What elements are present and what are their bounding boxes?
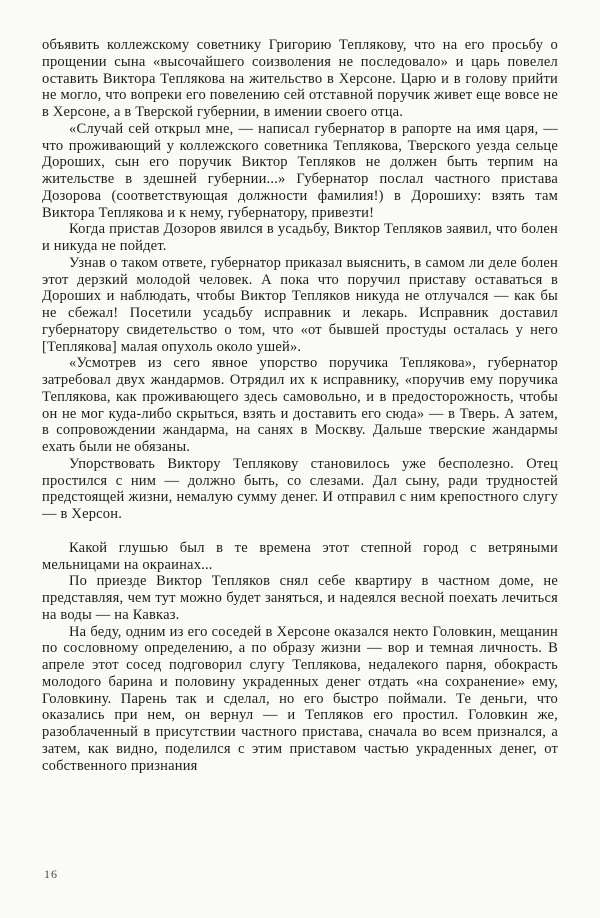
page-number: 16 [44, 867, 58, 881]
paragraph: Узнав о таком ответе, губернатор приказал выяснить, в самом ли деле болен этот дерзкий молодой человек. А пока что поручил приставу оставаться в Дороших и наблюдать, чтобы Виктор Тепляков никуда не отлучался — как бы не сбежал! Посетили усадьбу исправник и лекарь. Исправник доставил губернатору свидетельство о том, что «от бывшей простуды осталась у него [Теплякова] малая опухоль около ушей». [42, 254, 558, 355]
paragraph: «Усмотрев из сего явное упорство поручика Теплякова», губернатор затребовал двух жандармов. Отрядил их к исправнику, «поручив ему поручика Теплякова, как проживающего здесь самовольно, и в предосторожность, чтобы он не мог куда-либо скрыться, взять и доставить его сюда» — в Тверь. А затем, в сопровождении жандарма, на санях в Москву. Дальше тверские жандармы ехать были не обязаны. [42, 355, 558, 455]
paragraph: «Случай сей открыл мне, — написал губернатор в рапорте на имя царя, — что проживающий у коллежского советника Теплякова, Тверского уезда сельце Дороших, сын его поручик Виктор Тепляков не должен быть терпим на жительстве в здешней губернии...» Губернатор послал частного пристава Дозорова (соответствующая должности фамилия!) в Дорошиху: взять там Виктора Теплякова и к нему, губернатору, привезти! [42, 120, 558, 221]
paragraph: Когда пристав Дозоров явился в усадьбу, Виктор Тепляков заявил, что болен и никуда не пойдет. [42, 221, 558, 254]
paragraph: Упорствовать Виктору Теплякову становилось уже бесполезно. Отец простился с ним — должно быть, со слезами. Дал сыну, ради трудностей предстоящей жизни, немалую сумму денег. И отправил с ним крепостного слугу — в Херсон. [42, 455, 558, 522]
paragraph: По приезде Виктор Тепляков снял себе квартиру в частном доме, не представляя, чем тут можно будет заняться, и надеялся весной поехать лечиться на воды — на Кавказ. [42, 573, 558, 623]
paragraph: объявить коллежскому советнику Григорию Теплякову, что на его просьбу о прощении сына «высочайшего соизволения не последовало» и царь повелел оставить Виктора Теплякова на жительство в Херсоне. Царю и в голову прийти не могло, что вопреки его повелению сей отставной поручик живет еще вовсе не в Херсоне, а в Тверской губернии, в имении своего отца. [42, 37, 558, 120]
text-block [42, 37, 558, 774]
paragraph-section-start: Какой глушью был в те времена этот степной город с ветряными мельницами на окраинах... [42, 539, 558, 573]
paragraph: На беду, одним из его соседей в Херсоне оказался некто Головкин, мещанин по сословному определению, а по образу жизни — вор и темная личность. В апреле этот сосед подговорил слугу Теплякова, недалекого парня, обокрасть молодого барина и половину украденных денег отдать «на сохранение» ему, Головкину. Парень так и сделал, но его быстро поймали. Те деньги, что оказались при нем, он вернул — и Тепляков его простил. Головкин же, разоблаченный в присутствии частного пристава, сначала во всем признался, а затем, как видно, поделился с этим приставом частью украденных денег, от собственного признания [42, 623, 558, 774]
